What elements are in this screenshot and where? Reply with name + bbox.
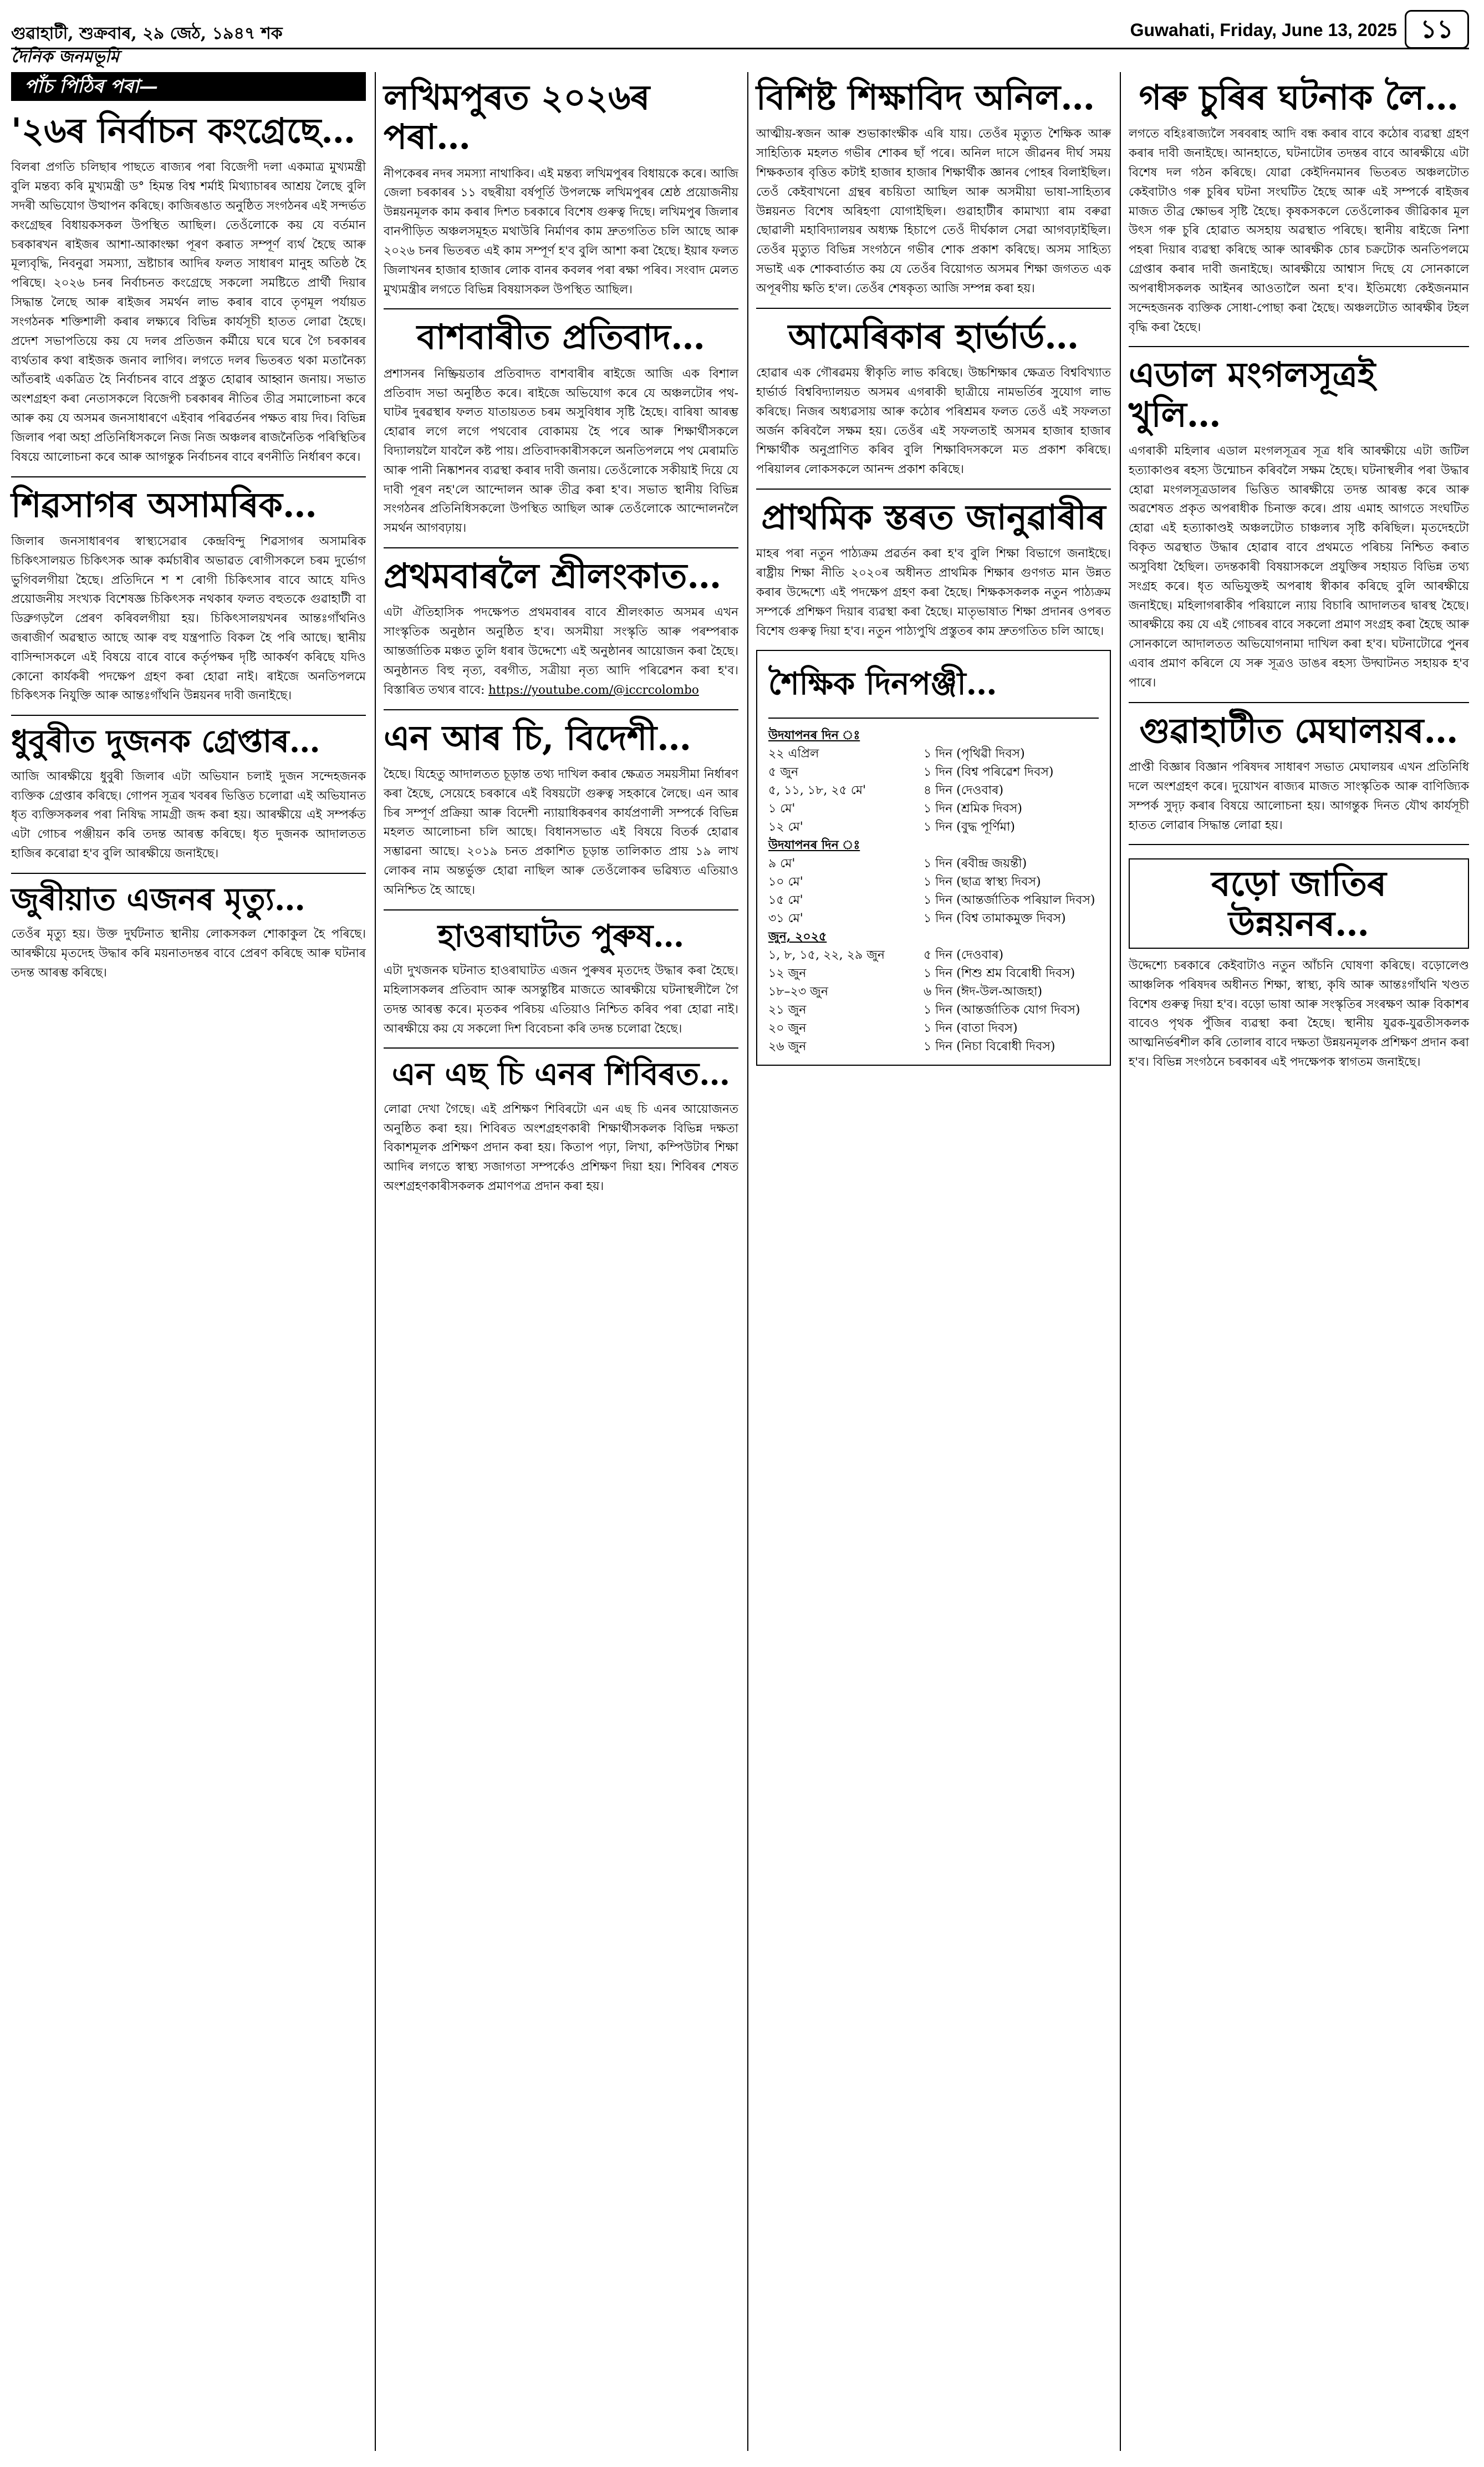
calendar-row	[768, 891, 1099, 909]
calendar-event: ১ দিন (বিশ্ব পৰিৱেশ দিবস)	[924, 765, 1054, 780]
calendar-event: ১ দিন (পৃথিৱী দিবস)	[924, 747, 1025, 761]
calendar-row	[768, 1037, 1099, 1056]
calendar-date: ৫, ১১, ১৮, ২৫ মে'	[768, 784, 866, 798]
calendar-date: উদযাপনৰ দিন ঃ	[768, 728, 860, 743]
calendar-event: ১ দিন (ৰবীন্দ্ৰ জয়ন্তী)	[924, 857, 1027, 871]
calendar-row	[768, 964, 1099, 983]
divider	[1129, 346, 1469, 347]
headline-primary-level: প্ৰাথমিক স্তৰত জানুৱাৰীৰ	[761, 497, 1106, 538]
calendar-date: ১ মে'	[768, 802, 795, 816]
calendar-date: ২২ এপ্ৰিল	[768, 747, 819, 761]
calendar-event: ১ দিন (বিশ্ব তামাকমুক্ত দিবস)	[924, 912, 1066, 926]
calendar-row	[768, 909, 1099, 928]
calendar-date: ১২ মে'	[768, 820, 803, 835]
calendar-date: ২৬ জুন	[768, 1040, 807, 1054]
headline-cattle-theft: গৰু চুৰিৰ ঘটনাক লৈ…	[1139, 77, 1459, 118]
calendar-row	[768, 854, 1099, 873]
headline-srilanka: প্ৰথমবাৰলৈ শ্ৰীলংকাত…	[384, 556, 722, 597]
calendar-date: ১৮–২৩ জুন	[768, 985, 828, 999]
boxed-headline-wrap	[1129, 853, 1469, 957]
headline-nscn: এন এছ চি এনৰ শিবিৰত…	[391, 1056, 731, 1093]
calendar-event: ১ দিন (শিশু শ্ৰম বিৰোধী দিবস)	[924, 967, 1075, 981]
calendar-row	[768, 800, 1099, 818]
article-body-nscn: লোৱা দেখা গৈছে। এই প্ৰশিক্ষণ শিবিৰটো এন এছ চি এনৰ আয়োজনত অনুষ্ঠিত কৰা হয়। শিবিৰত অংশগ্ৰহণকাৰী শিক্ষাৰ্থীসকলক বিভিন্ন দক্ষতা বিকাশমূলক প্ৰশিক্ষণ প্ৰদান কৰা হয়। কিতাপ পঢ়া, লিখা, কম্পিউটাৰ শিক্ষা আদিৰ লগতে স্বাস্থ্য সজাগতা সম্পৰ্কেও প্ৰশিক্ষণ দিয়া হয়। শিবিৰৰ শেষত অংশগ্ৰহণকাৰীসকলক প্ৰমাণপত্ৰ প্ৰদান কৰা হয়।	[384, 1102, 738, 1194]
calendar-row	[768, 873, 1099, 891]
calendar-date: ১০ মে'	[768, 875, 803, 889]
srilanka-text: এটা ঐতিহাসিক পদক্ষেপত প্ৰথমবাৰৰ বাবে শ্ৰীলংকাত অসমৰ এখন সাংস্কৃতিক অনুষ্ঠান অনুষ্ঠিত হ'ব। অসমীয়া সংস্কৃতি আৰু পৰম্পৰাক আন্তৰ্জাতিক মঞ্চত তুলি ধৰাৰ উদ্দেশ্যে এই অনুষ্ঠানৰ আয়োজন কৰা হৈছে। অনুষ্ঠানত বিহু নৃত্য, বৰগীত, সত্ৰীয়া নৃত্য আদি পৰিৱেশন কৰা হ'ব। বিস্তাৰিত তথ্যৰ বাবে:	[384, 606, 738, 697]
calendar-row	[768, 983, 1099, 1001]
header-date-assamese: গুৱাহাটী, শুক্ৰবাৰ, ২৯ জেঠ, ১৯৪৭ শক	[11, 24, 283, 43]
article-body-sivasagar: জিলাৰ জনসাধাৰণৰ স্বাস্থ্যসেৱাৰ কেন্দ্ৰবিন্দু শিৱসাগৰ অসামৰিক চিকিৎসালয়ত চিকিৎসক আৰু কৰ্মচাৰীৰ অভাৱত ৰোগীসকলে চৰম দুৰ্ভোগ ভুগিবলগীয়া হৈছে। প্ৰতিদিনে শ শ ৰোগী চিকিৎসাৰ বাবে আহে যদিও প্ৰয়োজনীয় সংখ্যক বিশেষজ্ঞ চিকিৎসক নথকাৰ ফলত বহুতকে গুৱাহাটী বা ডিব্ৰুগড়লৈ প্ৰেৰণ কৰিবলগীয়া হয়। চিকিৎসালয়খনৰ আন্তঃগাঁথনিও জৰাজীৰ্ণ অৱস্থাত আছে আৰু বহু যন্ত্ৰপাতি বিকল হৈ পৰি আছে। স্থানীয় বাসিন্দাসকলে এই বিষয়ে বাৰে বাৰে কৰ্তৃপক্ষৰ দৃষ্টি আকৰ্ষণ কৰিছে যদিও কোনো কাৰ্যকৰী পদক্ষেপ গ্ৰহণ কৰা হোৱা নাই। ৰাইজে অনতিপলমে চিকিৎসক নিযুক্তি আৰু আন্তঃগাঁথনি উন্নয়নৰ দাবী জনাইছে।	[11, 534, 366, 703]
divider	[11, 476, 366, 477]
headline-educationist: বিশিষ্ট শিক্ষাবিদ অনিল…	[756, 77, 1095, 118]
headline-howraghat: হাওৰাঘাটত পুৰুষ…	[437, 917, 685, 954]
calendar-event: ১ দিন (বাতা দিবস)	[924, 1021, 1018, 1036]
calendar-row	[768, 928, 1099, 946]
divider	[756, 308, 1111, 309]
calendar-event	[924, 836, 1099, 854]
calendar-row	[768, 1019, 1099, 1037]
brand-name: দৈনিক জনমভূমি	[11, 47, 119, 67]
calendar-row	[768, 745, 1099, 763]
article-body-cattle-theft: লগতে বহিঃৰাজ্যলৈ সৰবৰাহ আদি বন্ধ কৰাৰ বাবে কঠোৰ ব্যৱস্থা গ্ৰহণ কৰাৰ দাবী জনাইছে। আনহাতে, ঘটনাটোৰ তদন্তৰ বাবে আৰক্ষীয়ে এটা বিশেষ দল গঠন কৰিছে। যোৱা কেইদিনমানৰ ভিতৰত অঞ্চলটোত কেইবাটাও গৰু চুৰিৰ ঘটনা সংঘটিত হৈছে আৰু এই সম্পৰ্কে ৰাইজৰ মাজত তীব্ৰ ক্ষোভৰ সৃষ্টি হৈছে। কৃষকসকলে তেওঁলোকৰ জীৱিকাৰ মূল উৎস গৰু চুৰি হোৱাত অসহায় অৱস্থাত পৰিছে। স্থানীয় ৰাইজে নিশা পহৰা দিয়াৰ ব্যৱস্থা কৰিছে আৰু আৰক্ষীক চোৰ চক্ৰটোক অনতিপলমে গ্ৰেপ্তাৰ কৰাৰ দাবী জনাইছে। আৰক্ষীয়ে আশ্বাস দিছে যে সোনকালে অপৰাধীসকলক আইনৰ আওতালৈ অনা হ'ব। ইতিমধ্যে কেইজনমান সন্দেহজনক ব্যক্তিক সোধা-পোছা কৰা হৈছে। অঞ্চলটোত আৰক্ষীৰ টহল বৃদ্ধি কৰা হৈছে।	[1129, 127, 1469, 334]
calendar-date: জুন, ২০২৫	[768, 929, 827, 944]
article-body-congress: বিলৰা প্ৰগতি চলিছাৰ পাছতে ৰাজ্যৰ পৰা বিজেপী দলা একমাত্ৰ মুখ্যমন্ত্ৰী বুলি মন্তব্য কৰি মুখ্যমন্ত্ৰী ড° হিমন্ত বিশ্ব শৰ্মাই মিথ্যাচাৰৰ আশ্ৰয় লৈছে বুলি সদৰী অভিযোগ উত্থাপন কৰিছে। কাজিৰঙাত অনুষ্ঠিত সংগঠনৰ এই সন্দৰ্ভত কংগ্ৰেছৰ বিধায়কসকল উপস্থিত আছিল। তেওঁলোকে কয় যে বৰ্তমান চৰকাৰখন ৰাইজৰ আশা-আকাংক্ষা পূৰণ কৰাত সম্পূৰ্ণ ব্যৰ্থ হৈছে আৰু মূল্যবৃদ্ধি, নিবনুৱা সমস্যা, ভ্ৰষ্টাচাৰ আদিৰ ফলত সাধাৰণ মানুহ অতিষ্ঠ হৈ পৰিছে। ২০২৬ চনৰ নিৰ্বাচনত কংগ্ৰেছে সকলো সমষ্টিতে প্ৰাৰ্থী দিয়াৰ সিদ্ধান্ত লৈছে আৰু ৰাইজৰ সমৰ্থন লাভ কৰাৰ বাবে তৃণমূল পৰ্যায়ত সংগঠনক শক্তিশালী কৰাৰ লক্ষ্যৰে বিভিন্ন কাৰ্যসূচী হাতত লোৱা হৈছে। প্ৰদেশ সভাপতিয়ে কয় যে দলৰ প্ৰতিজন কৰ্মীয়ে ঘৰে ঘৰে গৈ চৰকাৰৰ ব্যৰ্থতাৰ কথা ৰাইজক জনাব লাগিব। লগতে দলৰ ভিতৰত থকা মতানৈক্য আঁতৰাই একত্ৰিত হৈ নিৰ্বাচনৰ বাবে প্ৰস্তুত হোৱাৰ আহ্বান জনায়। সভাত অংশগ্ৰহণ কৰা নেতাসকলে বিজেপী চৰকাৰৰ নীতিৰ তীব্ৰ সমালোচনা কৰে আৰু কয় যে অসমৰ জনসাধাৰণে এইবাৰ পৰিৱৰ্তনৰ পক্ষত ৰায় দিব। বিভিন্ন জিলাৰ পৰা অহা প্ৰতিনিধিসকলে নিজ নিজ অঞ্চলৰ ৰাজনৈতিক পৰিস্থিতিৰ বিষয়ে আলোচনা কৰে আৰু আগন্তুক নিৰ্বাচনৰ বাবে ৰণনীতি নিৰ্ধাৰণ কৰে।	[11, 160, 366, 464]
article-body-educationist: আত্মীয়-স্বজন আৰু শুভাকাংক্ষীক এৰি যায়। তেওঁৰ মৃত্যুত শৈক্ষিক আৰু সাহিত্যিক মহলত গভীৰ শোকৰ ছাঁ পৰে। অনিল দাসে জীৱনৰ দীৰ্ঘ সময় শিক্ষকতাৰ বৃত্তিত কটাই হাজাৰ হাজাৰ শিক্ষাৰ্থীক জ্ঞানৰ পোহৰ বিলাইছিল। তেওঁ কেইবাখনো গ্ৰন্থৰ ৰচয়িতা আছিল আৰু অসমীয়া ভাষা-সাহিত্যৰ উন্নয়নত বিশেষ অৰিহণা যোগাইছিল। গুৱাহাটীৰ কামাখ্যা ৰাম বৰুৱা ছোৱালী মহাবিদ্যালয়ৰ অধ্যক্ষ হিচাপে তেওঁ দীৰ্ঘকাল সেৱা আগবঢ়াইছিল। তেওঁৰ মৃত্যুত বিভিন্ন সংগঠনে গভীৰ শোক প্ৰকাশ কৰিছে। অসম সাহিত্য সভাই এক শোকবাৰ্তাত কয় যে তেওঁৰ বিয়োগত অসমৰ শিক্ষা জগতত এক অপূৰণীয় ক্ষতি হ'ল। তেওঁৰ শেষকৃত্য আজি সম্পন্ন কৰা হয়।	[756, 127, 1111, 296]
calendar-event: ১ দিন (আন্তৰ্জাতিক পৰিয়াল দিবস)	[924, 893, 1095, 908]
calendar-date: ২০ জুন	[768, 1021, 807, 1036]
divider	[384, 547, 738, 548]
column-divider	[747, 72, 748, 2451]
divider	[384, 1047, 738, 1049]
column-1	[11, 72, 366, 992]
calendar-row	[768, 836, 1099, 854]
headline-lakhimpur: লখিমপুৰত ২০২৬ৰ পৰা…	[384, 77, 650, 157]
article-body-meghalaya: প্ৰাপ্তী বিজ্ঞাৰ বিজ্ঞান পৰিষদৰ সাধাৰণ সভাত মেঘালয়ৰ এখন প্ৰতিনিধি দলে অংশগ্ৰহণ কৰে। দুয়োখন ৰাজ্যৰ মাজত সাংস্কৃতিক আৰু বাণিজ্যিক সম্পৰ্ক সুদৃঢ় কৰাৰ বিষয়ে আলোচনা হয়। আগন্তুক দিনত যৌথ কাৰ্যসূচী হাতত লোৱাৰ সিদ্ধান্ত লোৱা হয়।	[1129, 760, 1469, 832]
calendar-date: ৫ জুন	[768, 765, 799, 780]
article-body-lakhimpur: নীপকেৰৰ নদৰ সমস্যা নাথাকিব। এই মন্তব্য লখিমপুৰৰ বিধায়কে কৰে। আজি জেলা চৰকাৰৰ ১১ বছৰীয়া বৰ্ষপূৰ্তি উপলক্ষে লখিমপুৰৰ শ্ৰেষ্ঠ প্ৰয়োজনীয় উন্নয়নমূলক কাম কৰাৰ দিশত চৰকাৰে বিশেষ গুৰুত্ব দিছে। লখিমপুৰ জিলাৰ বানপীড়িত অঞ্চলসমূহত মথাউৰি নিৰ্মাণৰ কাম দ্ৰুতগতিত চলি আছে আৰু ২০২৬ চনৰ ভিতৰত এই কাম সম্পূৰ্ণ হ'ব বুলি আশা কৰা হৈছে। ইয়াৰ ফলত জিলাখনৰ হাজাৰ হাজাৰ লোক বানৰ কবলৰ পৰা ৰক্ষা পৰিব। সংবাদ মেলত মুখ্যমন্ত্ৰীৰ লগতে বিভিন্ন বিষয়াসকল উপস্থিত আছিল।	[384, 166, 738, 297]
calendar-event: ১ দিন (ছাত্ৰ স্বাস্থ্য দিবস)	[924, 875, 1041, 889]
column-3	[756, 72, 1111, 1066]
calendar-date: ৯ মে'	[768, 857, 795, 871]
calendar-row	[768, 1001, 1099, 1019]
divider	[1129, 844, 1469, 845]
calendar-row	[768, 781, 1099, 800]
article-body-bodo: উদ্দেশ্যে চৰকাৰে কেইবাটাও নতুন আঁচনি ঘোষণা কৰিছে। বড়োলেণ্ড আঞ্চলিক পৰিষদৰ অধীনত শিক্ষা, স্বাস্থ্য, কৃষি আৰু আন্তঃগাঁথনি খণ্ডত বিশেষ গুৰুত্ব দিয়া হ'ব। বড়ো ভাষা আৰু সংস্কৃতিৰ সংৰক্ষণ আৰু বিকাশৰ বাবেও পৃথক পুঁজিৰ ব্যৱস্থা কৰা হৈছে। স্থানীয় যুৱক-যুৱতীসকলক আত্মনিৰ্ভৰশীল কৰি তোলাৰ বাবে দক্ষতা উন্নয়নমূলক প্ৰশিক্ষণ প্ৰদান কৰা হ'ব। বিভিন্ন সংগঠনে চৰকাৰৰ এই পদক্ষেপক স্বাগতম জনাইছে।	[1129, 958, 1469, 1070]
column-divider	[375, 72, 376, 2451]
headline-meghalaya: গুৱাহাটীত মেঘালয়ৰ…	[1139, 710, 1458, 751]
headline-congress: '২৬ৰ নিৰ্বাচন কংগ্ৰেছে…	[11, 110, 356, 151]
column-divider	[1120, 72, 1121, 2451]
headline-bashbari: বাশবাৰীত প্ৰতিবাদ…	[416, 317, 705, 358]
article-body-nrc: হৈছে। যিহেতু আদালতত চূড়ান্ত তথ্য দাখিল কৰাৰ ক্ষেত্ৰত সময়সীমা নিৰ্ধাৰণ কৰা হৈছে, সেয়েহে চৰকাৰে এই বিষয়টো গুৰুত্ব সহকাৰে লৈছে। এন আৰ চিৰ সম্পূৰ্ণ প্ৰক্ৰিয়া আৰু বিদেশী ন্যায়াধিকৰণৰ কাৰ্যপ্ৰণালী সম্পৰ্কে বিভিন্ন মহলত আলোচনা চলি আছে। বিধানসভাত এই বিষয়ে বিতৰ্ক হোৱাৰ সম্ভাৱনা আছে। ২০১৯ চনত প্ৰকাশিত চূড়ান্ত তালিকাত প্ৰায় ১৯ লাখ লোকৰ নাম অন্তৰ্ভুক্ত হোৱা নাছিল আৰু তেওঁলোকৰ ভৱিষ্যত এতিয়াও অনিশ্চিত হৈ আছে।	[384, 767, 738, 897]
continued-kicker: পাঁচ পিঠিৰ পৰা—	[11, 72, 366, 101]
divider	[1129, 702, 1469, 703]
calendar-event	[924, 726, 1099, 745]
page-number: ১১	[1405, 10, 1469, 49]
calendar-row	[768, 946, 1099, 964]
calendar-event: ১ দিন (আন্তৰ্জাতিক যোগ দিবস)	[924, 1003, 1080, 1018]
article-body-bashbari: প্ৰশাসনৰ নিষ্ক্ৰিয়তাৰ প্ৰতিবাদত বাশবাৰীৰ ৰাইজে আজি এক বিশাল প্ৰতিবাদ সভা অনুষ্ঠিত কৰে। ৰাইজে অভিযোগ কৰে যে অঞ্চলটোৰ পথ-ঘাটৰ দুৰৱস্থাৰ ফলত যাতায়তত চৰম অসুবিধাৰ সৃষ্টি হৈছে। বাৰিষা আৰম্ভ হোৱাৰ লগে লগে পথবোৰ বোকাময় হৈ পৰে আৰু শিক্ষাৰ্থীসকলে বিদ্যালয়লৈ যাবলৈ কষ্ট পায়। প্ৰতিবাদকাৰীসকলে অনতিপলমে পথ মেৰামতি আৰু পানী নিষ্কাশনৰ ব্যৱস্থা কৰাৰ দাবী জনায়। তেওঁলোকে সকীয়াই দিয়ে যে দাবী পূৰণ নহ'লে আন্দোলন আৰু তীব্ৰ কৰা হ'ব। সভাত স্থানীয় বিভিন্ন সংগঠনৰ প্ৰতিনিধিসকলো উপস্থিত আছিল আৰু তেওঁলোকে আন্দোলনলৈ সমৰ্থন আগবঢ়ায়।	[384, 367, 738, 536]
divider	[756, 489, 1111, 490]
academic-calendar-box	[756, 650, 1111, 1066]
header-date-english: Guwahati, Friday, June 13, 2025	[1130, 20, 1397, 40]
article-body-mangalsutra: এগৰাকী মহিলাৰ এডাল মংগলসূত্ৰৰ সূত্ৰ ধৰি আৰক্ষীয়ে এটা জটিল হত্যাকাণ্ডৰ ৰহস্য উন্মোচন কৰিবলৈ সক্ষম হৈছে। ঘটনাস্থলীৰ পৰা উদ্ধাৰ হোৱা মংগলসূত্ৰডালৰ ভিত্তিত আৰক্ষীয়ে তদন্ত আৰম্ভ কৰে আৰু অৱশেষত প্ৰকৃত অপৰাধীক চিনাক্ত কৰে। প্ৰায় এমাহ আগতে সংঘটিত হোৱা এই হত্যাকাণ্ডই অঞ্চলটোত চাঞ্চল্যৰ সৃষ্টি কৰিছিল। মৃতদেহটো বিকৃত অৱস্থাত উদ্ধাৰ হোৱাৰ বাবে প্ৰথমতে পৰিচয় নিশ্চিত কৰাত অসুবিধা হৈছিল। তদন্তকাৰী বিষয়াসকলে প্ৰযুক্তিৰ সহায়ত বিভিন্ন তথ্য সংগ্ৰহ কৰে। ধৃত অভিযুক্তই অপৰাধ স্বীকাৰ কৰিছে বুলি আৰক্ষীয়ে জনাইছে। মহিলাগৰাকীৰ পৰিয়ালে ন্যায় বিচাৰি আদালতৰ দ্বাৰস্থ হৈছে। আৰক্ষীয়ে কয় যে এই গোচৰৰ বাবে সকলো প্ৰমাণ সংগ্ৰহ কৰা হৈছে আৰু সোনকালে আদালতত অভিযোগনামা দাখিল কৰা হ'ব। ঘটনাটোৱে পুনৰ এবাৰ প্ৰমাণ কৰিলে যে সৰু সূত্ৰও ডাঙৰ ৰহস্য উদ্ঘাটনত সহায়ক হ'ব পাৰে।	[1129, 444, 1469, 690]
headline-harvard: আমেৰিকাৰ হাৰ্ভাৰ্ড…	[788, 316, 1079, 357]
headline-mangalsutra: এডাল মংগলসূত্ৰই খুলি…	[1129, 354, 1376, 435]
headline-nrc: এন আৰ চি, বিদেশী…	[384, 717, 692, 758]
divider	[384, 308, 738, 309]
youtube-link[interactable]: https://youtube.com/@iccrcolombo	[488, 683, 699, 697]
headline-juria: জুৰীয়াত এজনৰ মৃত্যু…	[11, 881, 305, 918]
headline-dhubri: ধুবুৰীত দুজনক গ্ৰেপ্তাৰ…	[11, 723, 320, 760]
column-2	[384, 72, 738, 1205]
masthead	[11, 43, 1469, 67]
calendar-row	[768, 818, 1099, 836]
headline-bodo: বড়ো জাতিৰ উন্নয়নৰ…	[1129, 858, 1469, 949]
article-body-howraghat: এটা দুখজনক ঘটনাত হাওৰাঘাটত এজন পুৰুষৰ মৃতদেহ উদ্ধাৰ কৰা হৈছে। মহিলাসকলৰ প্ৰতিবাদ আৰু অসন্তুষ্টিৰ মাজতে আৰক্ষীয়ে ঘটনাস্থলীলৈ গৈ তদন্ত আৰম্ভ কৰে। মৃতকৰ পৰিচয় এতিয়াও নিশ্চিত কৰিব পৰা হোৱা নাই। আৰক্ষীয়ে কয় যে সকলো দিশ বিবেচনা কৰি তদন্ত চলোৱা হৈছে।	[384, 964, 738, 1036]
calendar-event: ১ দিন (শ্ৰমিক দিবস)	[924, 802, 1022, 816]
article-body-juria: তেওঁৰ মৃত্যু হয়। উক্ত দুৰ্ঘটনাত স্থানীয় লোকসকল শোকাকুল হৈ পৰিছে। আৰক্ষীয়ে মৃতদেহ উদ্ধাৰ কৰি ময়নাতদন্তৰ বাবে প্ৰেৰণ কৰিছে আৰু ঘটনাৰ তদন্ত আৰম্ভ কৰিছে।	[11, 927, 366, 980]
calendar-event: ১ দিন (বুদ্ধ পূৰ্ণিমা)	[924, 820, 1015, 835]
article-body-harvard: হোৱাৰ এক গৌৰৱময় স্বীকৃতি লাভ কৰিছে। উচ্চশিক্ষাৰ ক্ষেত্ৰত বিশ্ববিখ্যাত হাৰ্ভাৰ্ড বিশ্ববিদ্যালয়ত অসমৰ এগৰাকী ছাত্ৰীয়ে নামভৰ্তিৰ সুযোগ লাভ কৰিছে। নিজৰ অধ্যৱসায় আৰু কঠোৰ পৰিশ্ৰমৰ ফলত তেওঁ এই সফলতা অৰ্জন কৰিবলৈ সক্ষম হয়। তেওঁৰ এই সফলতাই অসমৰ হাজাৰ হাজাৰ শিক্ষাৰ্থীক অনুপ্ৰাণিত কৰিব বুলি শিক্ষাবিদসকলে মত প্ৰকাশ কৰিছে। পৰিয়ালৰ লোকসকলে আনন্দ প্ৰকাশ কৰিছে।	[756, 366, 1111, 477]
calendar-date: ১, ৮, ১৫, ২২, ২৯ জুন	[768, 948, 885, 963]
calendar-row	[768, 726, 1099, 745]
calendar-event: ১ দিন (নিচা বিৰোধী দিবস)	[924, 1040, 1055, 1054]
calendar-date: ২১ জুন	[768, 1003, 807, 1018]
divider	[11, 715, 366, 716]
headline-sivasagar: শিৱসাগৰ অসামৰিক…	[11, 484, 317, 525]
calendar-event: ৪ দিন (দেওবাৰ)	[924, 784, 1004, 798]
article-body-primary-level: মাহৰ পৰা নতুন পাঠ্যক্ৰম প্ৰৱৰ্তন কৰা হ'ব বুলি শিক্ষা বিভাগে জনাইছে। ৰাষ্ট্ৰীয় শিক্ষা নীতি ২০২০ৰ অধীনত প্ৰাথমিক শিক্ষাৰ গুণগত মান উন্নত কৰাৰ উদ্দেশ্যে এই পদক্ষেপ গ্ৰহণ কৰা হৈছে। শিক্ষকসকলক নতুন পাঠ্যক্ৰম সম্পৰ্কে প্ৰশিক্ষণ দিয়াৰ ব্যৱস্থা কৰা হৈছে। মাতৃভাষাত শিক্ষা প্ৰদানৰ ওপৰত বিশেষ গুৰুত্ব দিয়া হ'ব। নতুন পাঠ্যপুথি প্ৰস্তুতৰ কাম দ্ৰুতগতিত চলি আছে।	[756, 547, 1111, 638]
calendar-title: শৈক্ষিক দিনপঞ্জী…	[768, 660, 1099, 719]
calendar-rows	[768, 726, 1099, 1056]
calendar-event: ৬ দিন (ঈদ-উল-আজহা)	[924, 985, 1043, 999]
calendar-row	[768, 763, 1099, 781]
calendar-event: ৫ দিন (দেওবাৰ)	[924, 948, 1004, 963]
calendar-date: ১২ জুন	[768, 967, 807, 981]
calendar-date: উদযাপনৰ দিন ঃ	[768, 838, 860, 853]
article-body-dhubri: আজি আৰক্ষীয়ে ধুবুৰী জিলাৰ এটা অভিযান চলাই দুজন সন্দেহজনক ব্যক্তিক গ্ৰেপ্তাৰ কৰিছে। গোপন সূত্ৰৰ খবৰৰ ভিত্তিত চলোৱা এই অভিযানত ধৃত ব্যক্তিসকলৰ পৰা নিষিদ্ধ সামগ্ৰী জব্দ কৰা হয়। আৰক্ষীয়ে এই সম্পৰ্কত এটা গোচৰ পঞ্জীয়ন কৰি তদন্ত আৰম্ভ কৰিছে। ধৃত দুজনক আদালতত হাজিৰ কৰোৱা হ'ব বুলি আৰক্ষীয়ে জনাইছে।	[11, 769, 366, 861]
calendar-date: ১৫ মে'	[768, 893, 803, 908]
divider	[11, 873, 366, 874]
column-4	[1129, 72, 1469, 1081]
divider	[384, 909, 738, 910]
divider	[384, 709, 738, 710]
calendar-date: ৩১ মে'	[768, 912, 803, 926]
calendar-event	[924, 928, 1099, 946]
article-body-srilanka	[384, 603, 738, 700]
